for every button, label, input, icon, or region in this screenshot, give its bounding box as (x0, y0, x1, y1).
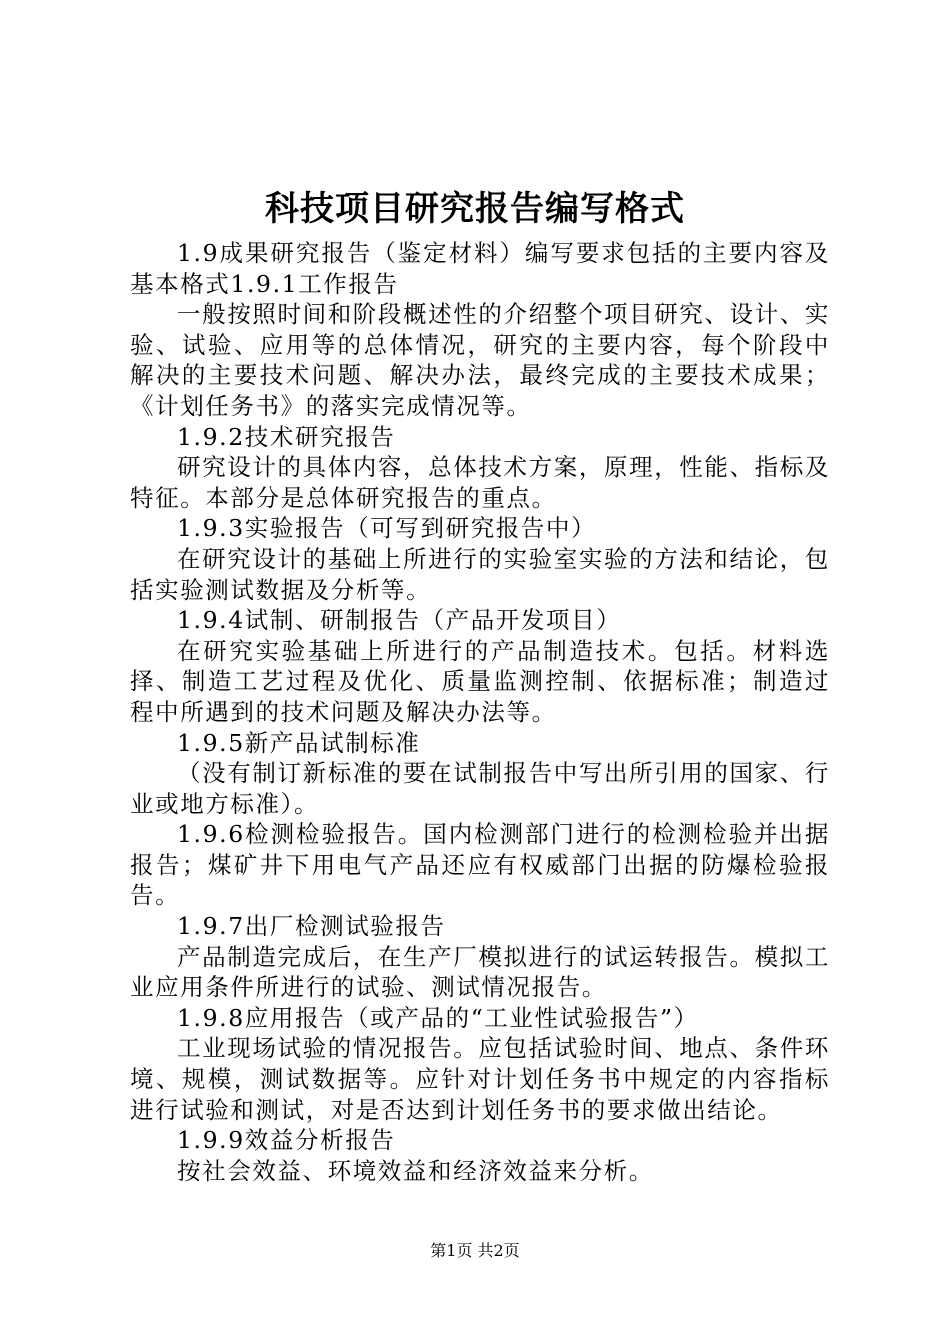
paragraph: 按社会效益、环境效益和经济效益来分析。 (177, 1156, 654, 1185)
paragraph: 1.9.6检测检验报告。国内检测部门进行的检测检验并出据报告；煤矿井下用电气产品还应有权威部门出据的防爆检验报告。 (130, 820, 830, 910)
section-heading: 1.9.8应用报告（或产品的“工业性试验报告”） (177, 1003, 699, 1032)
paragraph: （没有制订新标准的要在试制报告中写出所引用的国家、行业或地方标准）。 (130, 759, 830, 818)
document-title: 科技项目研究报告编写格式 (265, 189, 685, 229)
section-heading: 1.9.7出厂检测试验报告 (177, 912, 446, 941)
section-heading: 1.9.2技术研究报告 (177, 422, 396, 451)
page-number: 第1页 (430, 1241, 473, 1260)
section-heading: 1.9.5新产品试制标准 (177, 728, 421, 757)
paragraph: 研究设计的具体内容，总体技术方案，原理，性能、指标及特征。本部分是总体研究报告的重点。 (130, 453, 830, 512)
paragraph: 在研究实验基础上所进行的产品制造技术。包括。材料选择、制造工艺过程及优化、质量监测控制、依据标准；制造过程中所遇到的技术问题及解决办法等。 (130, 636, 830, 726)
page-footer (0, 1240, 950, 1262)
section-heading: 1.9.3实验报告（可写到研究报告中） (177, 514, 597, 543)
paragraph: 1.9成果研究报告（鉴定材料）编写要求包括的主要内容及基本格式1.9.1工作报告 (130, 239, 830, 298)
paragraph: 产品制造完成后，在生产厂模拟进行的试运转报告。模拟工业应用条件所进行的试验、测试情况报告。 (130, 942, 830, 1002)
section-heading: 1.9.9效益分析报告 (177, 1126, 396, 1155)
paragraph: 在研究设计的基础上所进行的实验室实验的方法和结论，包括实验测试数据及分析等。 (130, 544, 830, 604)
section-heading: 1.9.4试制、研制报告（产品开发项目） (177, 606, 622, 635)
paragraph: 工业现场试验的情况报告。应包括试验时间、地点、条件环境、规模，测试数据等。应针对计划任务书中规定的内容指标进行试验和测试，对是否达到计划任务书的要求做出结论。 (130, 1034, 830, 1124)
document-body (130, 238, 830, 1186)
page-total: 共2页 (477, 1241, 520, 1260)
paragraph: 一般按照时间和阶段概述性的介绍整个项目研究、设计、实验、试验、应用等的总体情况，研究的主要内容，每个阶段中解决的主要技术问题、解决办法，最终完成的主要技术成果；《计划任务书》的落实完成情况等。 (130, 300, 830, 420)
